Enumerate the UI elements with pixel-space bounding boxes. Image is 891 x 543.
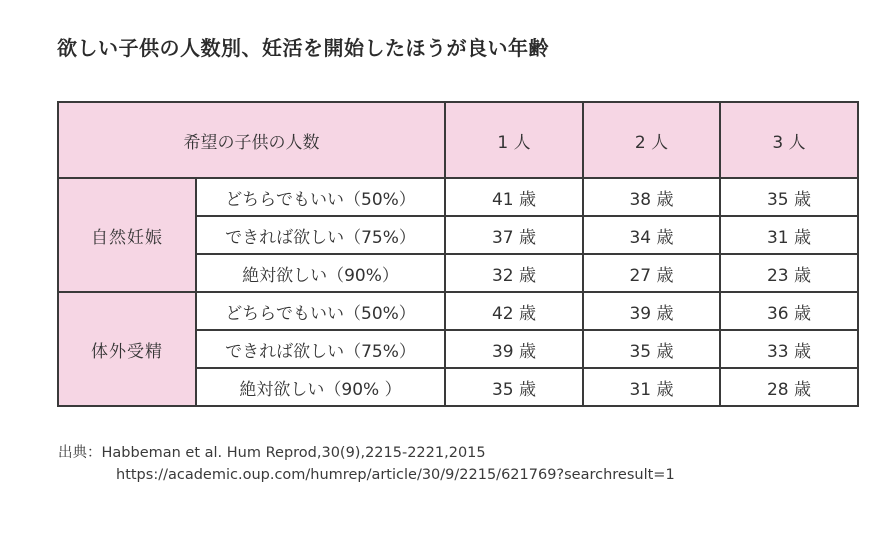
age-cell: 35 歳 (720, 178, 858, 216)
header-label: 希望の子供の人数 (58, 102, 445, 178)
desire-cell: 絶対欲しい（90% ） (196, 368, 445, 406)
desire-cell: できれば欲しい（75%） (196, 216, 445, 254)
age-cell: 38 歳 (583, 178, 720, 216)
age-cell: 37 歳 (445, 216, 583, 254)
header-col-1: 1 人 (445, 102, 583, 178)
table-row (58, 178, 858, 216)
age-cell: 27 歳 (583, 254, 720, 292)
desire-cell: 絶対欲しい（90%） (196, 254, 445, 292)
age-cell: 32 歳 (445, 254, 583, 292)
source-url: https://academic.oup.com/humrep/article/30/9/2215/621769?searchresult=1 (116, 467, 675, 483)
age-cell: 34 歳 (583, 216, 720, 254)
source-citation (58, 442, 675, 486)
source-line-1: 出典：Habbeman et al. Hum Reprod,30(9),2215-2221,2015 (58, 445, 486, 461)
header-col-3: 3 人 (720, 102, 858, 178)
table-header-row (58, 102, 858, 178)
age-cell: 28 歳 (720, 368, 858, 406)
age-cell: 33 歳 (720, 330, 858, 368)
age-cell: 39 歳 (445, 330, 583, 368)
page-title: 欲しい子供の人数別、妊活を開始したほうが良い年齢 (57, 36, 549, 60)
age-cell: 35 歳 (445, 368, 583, 406)
method-cell: 体外受精 (58, 292, 196, 406)
table-row (58, 292, 858, 330)
desire-cell: できれば欲しい（75%） (196, 330, 445, 368)
age-cell: 31 歳 (583, 368, 720, 406)
age-cell: 39 歳 (583, 292, 720, 330)
age-cell: 41 歳 (445, 178, 583, 216)
age-cell: 35 歳 (583, 330, 720, 368)
age-cell: 23 歳 (720, 254, 858, 292)
method-cell: 自然妊娠 (58, 178, 196, 292)
age-table (57, 101, 859, 407)
header-col-2: 2 人 (583, 102, 720, 178)
age-cell: 36 歳 (720, 292, 858, 330)
age-cell: 42 歳 (445, 292, 583, 330)
age-cell: 31 歳 (720, 216, 858, 254)
desire-cell: どちらでもいい（50%） (196, 292, 445, 330)
desire-cell: どちらでもいい（50%） (196, 178, 445, 216)
